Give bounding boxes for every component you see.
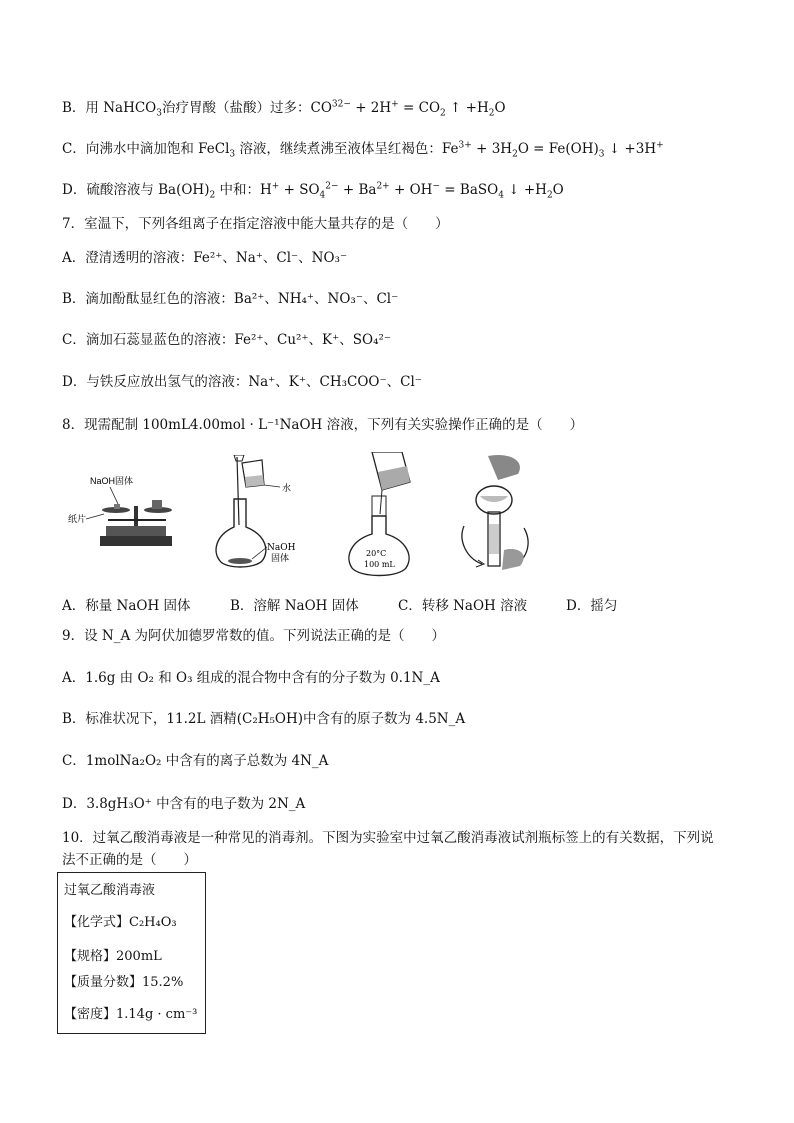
q9-stem: 9．设 N_A 为阿伏加德罗常数的值。下列说法正确的是（ ） xyxy=(62,628,445,644)
q9-option-b: B．标准状况下，11.2L 酒精(C₂H₅OH)中含有的原子数为 4.5N_A xyxy=(62,711,466,727)
label-mass-fraction: 【质量分数】15.2% xyxy=(64,975,184,990)
transfer-figure xyxy=(342,452,422,580)
q6-option-b: B．用 NaHCO$_3$治疗胃酸（盐酸）过多：$CO^{32-} + 2H^+ = CO_2$ ↑ $+H_2O$ xyxy=(62,99,506,119)
q9-option-c: C．1molNa₂O₂ 中含有的离子总数为 4N_A xyxy=(62,753,329,769)
label-formula: 【化学式】C₂H₄O₃ xyxy=(64,915,177,930)
q10-stem-line1: 10．过氧乙酸消毒液是一种常见的消毒剂。下图为实验室中过氧乙酸消毒液试剂瓶标签上的有关数据，下列说 xyxy=(62,830,714,846)
paper-label: 纸片 xyxy=(68,514,87,524)
q6-option-c: C．向沸水中滴加饱和 FeCl$_3$ 溶液，继续煮沸至液体呈红褐色：$Fe^{3+} + 3H_2O = Fe(OH)_3$ ↓ +3H+ xyxy=(62,140,664,160)
q8-option-b: B．溶解 NaOH 固体 xyxy=(230,598,359,614)
water-label: 水 xyxy=(282,483,292,493)
q7-option-a: A．澄清透明的溶液：Fe²⁺、Na⁺、Cl⁻、NO₃⁻ xyxy=(62,250,348,266)
q7-option-d: D．与铁反应放出氢气的溶液：Na⁺、K⁺、CH₃COO⁻、Cl⁻ xyxy=(62,374,422,390)
label-title: 过氧乙酸消毒液 xyxy=(64,883,156,898)
reagent-label-box xyxy=(57,872,206,1034)
label-spec: 【规格】200mL xyxy=(64,949,162,964)
q8-stem: 8．现需配制 100mL4.00mol · L⁻¹NaOH 溶液，下列有关实验操作正确的是（ ） xyxy=(62,417,584,433)
q6-option-d: D．硫酸溶液与 $Ba(OH)_2$ 中和：$H^+ + SO_4^{2-} + Ba^{2+} + OH^-$ = BaSO$_4$ ↓ $+H_2O$ xyxy=(62,181,564,201)
q9-option-d: D．3.8gH₃O⁺ 中含有的电子数为 2N_A xyxy=(62,796,306,812)
q7-option-b: B．滴加酚酞显红色的溶液：Ba²⁺、NH₄⁺、NO₃⁻、Cl⁻ xyxy=(62,291,399,307)
solid-label: 固体 xyxy=(271,553,290,563)
q8-option-d: D．摇匀 xyxy=(566,598,618,614)
q9-option-a: A．1.6g 由 O₂ 和 O₃ 组成的混合物中含有的分子数为 0.1N_A xyxy=(62,670,440,686)
naoh-solid-label: NaOH固体 xyxy=(90,476,134,486)
naoh-label: NaOH xyxy=(267,543,296,553)
volume-label: 100 mL xyxy=(364,560,395,569)
q10-stem-line2: 法不正确的是（ ） xyxy=(62,852,197,868)
balance-figure xyxy=(62,470,180,556)
temp-label: 20°C xyxy=(366,549,387,558)
q7-stem: 7．室温下，下列各组离子在指定溶液中能大量共存的是（ ） xyxy=(62,216,449,232)
q7-option-c: C．滴加石蕊显蓝色的溶液：Fe²⁺、Cu²⁺、K⁺、SO₄²⁻ xyxy=(62,332,392,348)
q8-option-c: C．转移 NaOH 溶液 xyxy=(398,598,528,614)
label-density: 【密度】1.14g · cm⁻³ xyxy=(64,1007,198,1022)
dissolve-figure xyxy=(212,455,312,573)
q8-option-a: A．称量 NaOH 固体 xyxy=(62,598,191,614)
shake-figure xyxy=(458,454,548,580)
